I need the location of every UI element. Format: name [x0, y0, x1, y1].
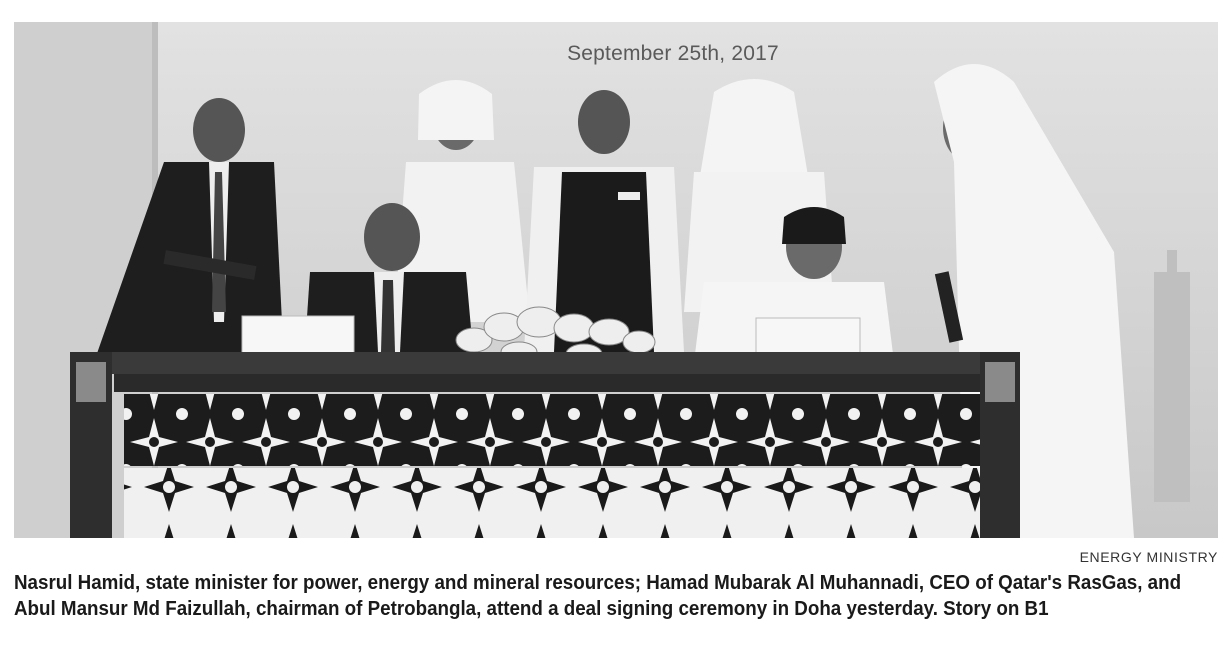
- signing-ceremony-photo: [14, 22, 1218, 538]
- photo-caption: Nasrul Hamid, state minister for power, energy and mineral resources; Hamad Mubarak Al Muhannadi, CEO of Qatar's RasGas, and Abul Mansur Md Faizullah, chairman of Petrobangla, attend a deal signing ceremony in Doha yesterday. Story on B1: [14, 572, 1182, 620]
- desk-top: [70, 352, 1000, 374]
- desk-lattice-upper: [124, 394, 990, 466]
- backdrop-date-text: September 25th, 2017: [567, 42, 779, 65]
- photo-illustration: [14, 22, 1218, 538]
- photo-credit: ENERGY MINISTRY: [1079, 549, 1218, 565]
- desk-lattice-lower: [124, 468, 990, 538]
